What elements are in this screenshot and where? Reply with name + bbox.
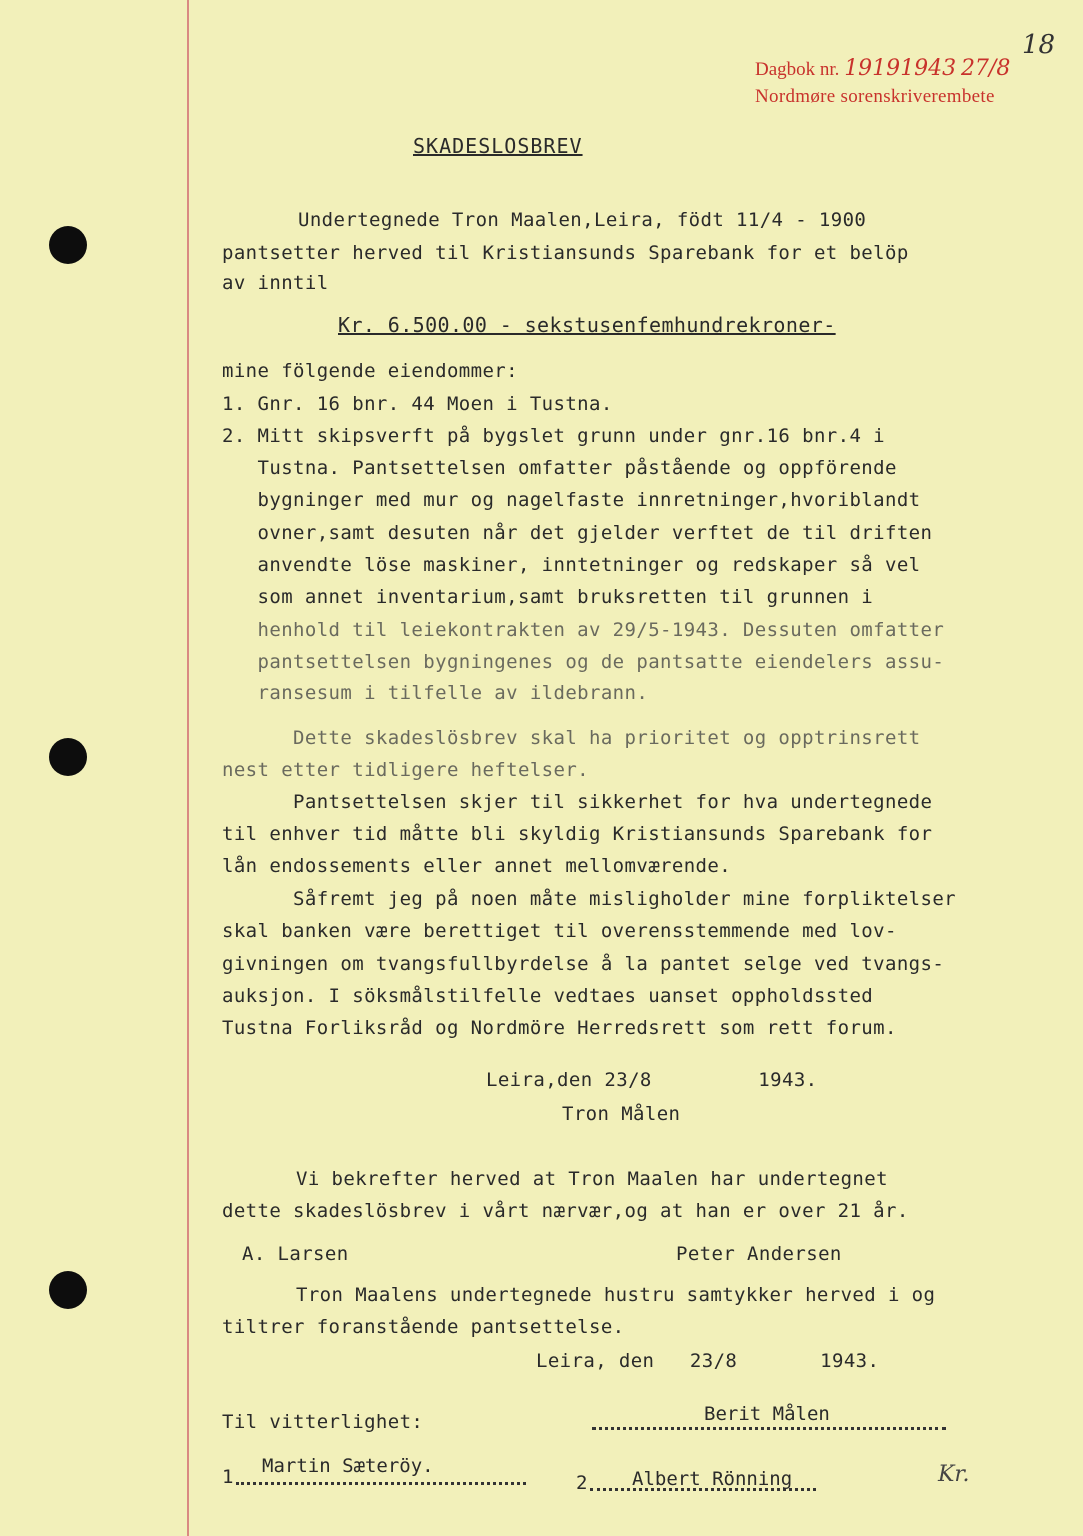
attester-signature: Martin Sæteröy. bbox=[262, 1455, 434, 1477]
clerk-initials: Kr. bbox=[938, 1462, 970, 1487]
spouse-consent-line: Tron Maalens undertegnede hustru samtykker herved i og bbox=[296, 1284, 936, 1306]
attester-signature: Albert Rönning bbox=[632, 1468, 793, 1490]
property-line: mine fölgende eiendommer: bbox=[222, 360, 518, 382]
property-line: ovner,samt desuten når det gjelder verftet de til driften bbox=[222, 522, 933, 544]
red-margin-line bbox=[187, 0, 189, 1536]
stamp-date: 27/8 bbox=[960, 56, 1011, 81]
intro-line: av inntil bbox=[222, 272, 329, 294]
terms-line: til enhver tid måtte bli skyldig Kristiansunds Sparebank for bbox=[222, 823, 933, 845]
terms-line: skal banken være berettiget til overensstemmende med lov- bbox=[222, 920, 897, 942]
intro-line: Undertegnede Tron Maalen,Leira, födt 11/4 - 1900 bbox=[298, 209, 867, 231]
property-line: ransesum i tilfelle av ildebrann. bbox=[222, 682, 649, 704]
property-line: pantsettelsen bygningenes og de pantsatte eiendelers assu- bbox=[222, 651, 945, 673]
intro-line: pantsetter herved til Kristiansunds Sparebank for et belöp bbox=[222, 242, 909, 264]
confirmation-line: dette skadeslösbrev i vårt nærvær,og at han er over 21 år. bbox=[222, 1200, 909, 1222]
attester-number: 1 bbox=[222, 1466, 234, 1488]
document-title: SKADESLOSBREV bbox=[413, 134, 583, 158]
terms-line: auksjon. I söksmålstilfelle vedtaes uanset oppholdssted bbox=[222, 985, 874, 1007]
spouse-signature: Berit Målen bbox=[704, 1403, 830, 1425]
punch-hole-middle bbox=[49, 738, 87, 776]
terms-line: lån endossements eller annet mellomværende. bbox=[222, 855, 732, 877]
property-line: Tustna. Pantsettelsen omfatter påstående og oppförende bbox=[222, 457, 897, 479]
place-date: Leira, den 23/8 1943. bbox=[536, 1350, 880, 1372]
property-line: som annet inventarium,samt bruksretten til grunnen i bbox=[222, 586, 874, 608]
property-line: 1. Gnr. 16 bnr. 44 Moen i Tustna. bbox=[222, 393, 613, 415]
attestation-label: Til vitterlighet: bbox=[222, 1411, 424, 1433]
stamp-year: 1943 bbox=[900, 56, 957, 81]
property-line: bygninger med mur og nagelfaste innretninger,hvoriblandt bbox=[222, 489, 921, 511]
property-line: henhold til leiekontrakten av 29/5-1943. Dessuten omfatter bbox=[222, 619, 945, 641]
signature-line bbox=[592, 1426, 946, 1430]
property-line: anvendte löse maskiner, inntetninger og redskaper så vel bbox=[222, 554, 921, 576]
stamp-entry: 1919 bbox=[844, 56, 901, 81]
punch-hole-top bbox=[49, 226, 87, 264]
loan-amount: Kr. 6.500.00 - sekstusenfemhundrekroner- bbox=[338, 313, 836, 337]
place-date: Leira,den 23/8 1943. bbox=[486, 1069, 818, 1091]
stamp-label: Dagbok nr. bbox=[755, 59, 840, 80]
signature-line bbox=[236, 1481, 526, 1485]
terms-line: nest etter tidligere heftelser. bbox=[222, 759, 590, 781]
witness-signature: Peter Andersen bbox=[676, 1243, 842, 1265]
journal-stamp bbox=[755, 56, 1010, 81]
mortgagor-signature: Tron Målen bbox=[562, 1103, 681, 1125]
punch-hole-bottom bbox=[49, 1271, 87, 1309]
confirmation-line: Vi bekrefter herved at Tron Maalen har undertegnet bbox=[296, 1168, 888, 1190]
spouse-consent-line: tiltrer foranstående pantsettelse. bbox=[222, 1316, 625, 1338]
witness-signature: A. Larsen bbox=[242, 1243, 349, 1265]
attester-number: 2 bbox=[576, 1472, 588, 1494]
terms-line: Såfremt jeg på noen måte misligholder mine forpliktelser bbox=[222, 888, 957, 910]
property-line: 2. Mitt skipsverft på bygslet grunn under gnr.16 bnr.4 i bbox=[222, 425, 885, 447]
terms-line: Tustna Forliksråd og Nordmöre Herredsrett som rett forum. bbox=[222, 1017, 897, 1039]
terms-line: Dette skadeslösbrev skal ha prioritet og opptrinsrett bbox=[222, 727, 921, 749]
folio-number: 18 bbox=[1022, 30, 1056, 60]
terms-line: Pantsettelsen skjer til sikkerhet for hva undertegnede bbox=[222, 791, 933, 813]
terms-line: givningen om tvangsfullbyrdelse å la pantet selge ved tvangs- bbox=[222, 953, 945, 975]
stamp-office: Nordmøre sorenskriverembete bbox=[755, 86, 995, 107]
